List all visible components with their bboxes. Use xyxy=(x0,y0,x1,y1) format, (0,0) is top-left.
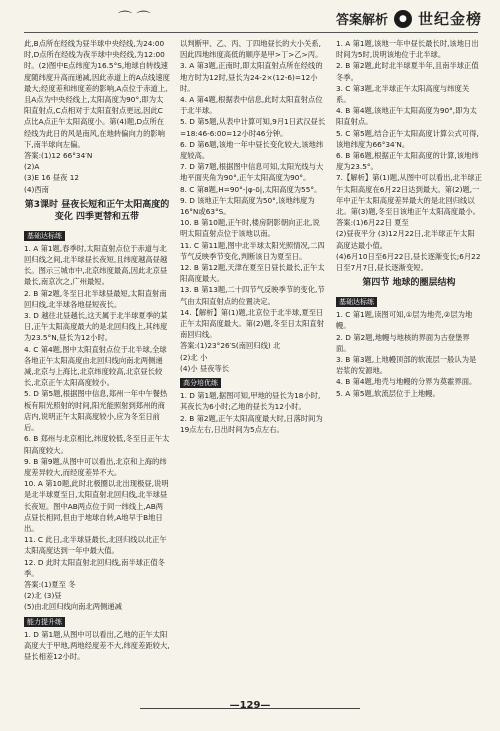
question-answer: 2. D 第2题,地幔与地核的界面为古登堡界面。 xyxy=(336,332,470,353)
question-answer: 3. B 第3题,上地幔顶部的软流层一般认为是岩浆的发源地。 xyxy=(336,355,477,376)
badge-icon: ● xyxy=(394,10,412,28)
header-rule xyxy=(24,32,478,33)
question-answer: 9. D 该地正午太阳高度为50°,该地纬度为16°N或63°S。 xyxy=(180,195,315,217)
question-answer: 3. C 第3题,北半球正午太阳高度与纬度关系。 xyxy=(336,83,470,105)
question-answer: 2. B 第2题,冬至日北半球昼最短,太阳直射南回归线,北半球各地昼短夜长。 xyxy=(24,288,167,309)
question-answer: 14.【解析】第(1)题,北京位于北半球,夏至日正午太阳高度最大。第(2)题,冬至日太阳直射南回归线。 xyxy=(180,307,324,340)
question-answer: 12. D 此时太阳直射北回归线,南半球正值冬季。 xyxy=(24,557,165,578)
question-answer: 6. D 第6题,该地一年中昼长变化较大,该地纬度较高。 xyxy=(180,139,324,161)
question-answer: 8. C 第8题,H=90°-|φ-δ|,太阳高度为55°。 xyxy=(180,184,322,194)
column-left xyxy=(24,38,170,662)
paragraph: 此,B点所在经线为昼半球中央经线,为24:00时,D点所在经线为夜半球中央经线,为12:00时。(2)图中E点纬度为16.5°S,地球自转线速度随纬度升高而递减,因此赤道上的A点线速度最大;经度差和纬度差的影响,A点位于赤道上,且A点为中央经线上,太阳高度为90°,即为太阳直射点,C点相对于太阳直射点更远,因此C点比A点正午太阳高度小。第(4)题,D点所在经线为此日的风是南风,在地转偏向力的影响下,南半球向左偏。 xyxy=(24,39,170,149)
question-answer: 7. D 第7题,根据图中信息可知,太阳光线与大地平面夹角为90°,正午太阳高度为90°。 xyxy=(180,162,324,183)
answer-line: 答案:(1)12 66°34′N xyxy=(24,151,93,161)
question-answer: 1. D 第1题,据图可知,甲地的昼长为18小时,其夜长为6小时;乙地的昼长为12小时。 xyxy=(180,391,321,412)
question-answer: 4. B 第4题,地壳与地幔的分界为莫霍界面。 xyxy=(336,377,477,387)
question-answer: 2. B 第2题,正午太阳高度最大时,日落时间为19点左右,日出时间为5点左右。 xyxy=(180,413,323,434)
question-answer: 7.【解析】第(1)题,从图中可以看出,北半球正午太阳高度在6月22日达到最大。第(2)题,一年中正午太阳高度差异最大的是北回归线以北。第(3)题,冬至日该地正午太阳高度最小。 xyxy=(336,173,482,217)
brand-logo xyxy=(336,8,482,29)
question-answer: 4. B 第4题,该地正午太阳高度为90°,即为太阳直射点。 xyxy=(336,106,477,127)
answer-line: (4)西南 xyxy=(24,184,49,194)
lesson-title: 第3课时 昼夜长短和正午太阳高度的变化 四季更替和五带 xyxy=(24,199,170,222)
question-answer: 1. A 第1题,该地一年中昼长最长时,该地日出时间为5时,说明该地位于北半球。 xyxy=(336,39,479,60)
section-tag: 高分培优练 xyxy=(180,378,221,388)
question-answer: 5. A 第5题,软流层位于上地幔。 xyxy=(336,388,440,398)
question-answer: 2. B 第2题,此时北半球夏半年,且南半球正值冬季。 xyxy=(336,61,479,82)
question-answer: 3. D 越往北昼越长,这天属于北半球夏季的某日,正午太阳高度最大的是北回归线上,其纬度为23.5°N,昼长为12小时。 xyxy=(24,311,168,343)
answer-line: 答案:(1)23°26′S(南回归线) 北 xyxy=(180,341,281,351)
question-answer: 1. A 第1题,春季时,太阳直射点位于赤道与北回归线之间,北半球昼长夜短,且纬度越高昼越长。图示三城市中,北京纬度最高,因此北京昼最长,南京次之,广州最短。 xyxy=(24,243,168,287)
question-answer: 4. A 第4题,根据表中信息,此时太阳直射点位于北半球。 xyxy=(180,95,323,116)
answer-line: (2)A xyxy=(24,162,40,172)
answer-line: (4)小 昼夜等长 xyxy=(180,363,230,373)
brand-name: 世纪金榜 xyxy=(417,10,482,28)
answer-line: (2)北 小 xyxy=(180,352,208,362)
question-answer: 11. C 此日,北半球昼最长,北回归线以北正午太阳高度达到一年中最大值。 xyxy=(24,535,167,556)
question-answer: 13. B 第13题,二十四节气反映季节的变化,节气由太阳直射点的位置决定。 xyxy=(180,285,325,306)
column-right xyxy=(336,38,482,399)
question-answer: 5. C 第5题,结合正午太阳高度计算公式可得,该地纬度为66°34′N。 xyxy=(336,128,479,149)
question-answer: 10. B 第10题,正午时,楼房阴影朝向正北,说明太阳直射点位于该地以南。 xyxy=(180,218,320,239)
question-answer: 3. A 第3题,正南时,即太阳直射点所在经线的地方时为12时,昼长为24-2×(12-6)=12小时。 xyxy=(180,61,323,93)
answer-line: 答案:(1)夏至 冬 xyxy=(24,579,76,589)
section-title: 第四节 地球的圈层结构 xyxy=(362,278,456,289)
question-answer: 6. B 郑州与北京相比,纬度较低,冬至日正午太阳高度较大。 xyxy=(24,434,170,455)
page-header xyxy=(0,0,500,40)
answer-line: (5)由北回归线向南北两侧递减 xyxy=(24,602,122,612)
question-answer: 5. D 第5题,根据图中信息,郑州一年中午餐热板有阳光照射的时间,阳光能照射到郑州的商店内,说明正午太阳高度较小,应为冬至日前后。 xyxy=(24,389,168,433)
page-number: —129— xyxy=(229,700,271,711)
paragraph: 以判断甲、乙、丙、丁四地昼长的大小关系,因此四地纬度高低的顺序是甲>丁>乙>丙。 xyxy=(180,39,323,60)
birds-icon: ⌒ ⌒ xyxy=(118,11,151,27)
section-tag: 基础达标练 xyxy=(24,231,65,241)
answer-line: (3)E 16 昼夜 12 xyxy=(24,173,80,183)
section-tag: 能力提升练 xyxy=(24,617,65,627)
question-answer: 4. C 第4题,图中太阳直射点位于北半球,全球各地正午太阳高度由北回归线向南北两侧递减,北京与上海比,北京纬度较高,北京昼长较长,北京正午太阳高度较小。 xyxy=(24,344,167,388)
question-answer: 5. D 第5题,从表中计算可知,9月1日武汉昼长=18:46-6:00=12小时46分钟。 xyxy=(180,117,326,138)
answer-line: (4)6月10日至6月22日,昼长逐渐变长;6月22日至7月7日,昼长逐渐变短。 xyxy=(336,251,481,273)
question-answer: 12. B 第12题,天津在夏至日昼长最长,正午太阳高度最大。 xyxy=(180,263,325,284)
question-answer: 9. B 第9题,从图中可以看出,北京和上海的纬度差异较大,而经度差异不大。 xyxy=(24,456,167,477)
answer-line: (2)昼夜平分 (3)12月22日,北半球正午太阳高度达最小值。 xyxy=(336,229,475,250)
answer-line: 答案:(1)6月22日 夏至 xyxy=(336,218,409,228)
question-answer: 1. D 第1题,从图中可以看出,乙地的正午太阳高度大于甲地,两地经度差不大,纬度差距较大,昼长相差12小时。 xyxy=(24,629,170,661)
question-answer: 1. C 第1题,读图可知,①层为地壳,②层为地幔。 xyxy=(336,310,473,331)
section-tag: 基础达标练 xyxy=(336,297,377,307)
column-middle xyxy=(180,38,326,435)
question-answer: 11. C 第11题,图中北半球太阳光照情况,二四节气反映季节变化,判断该日为夏至日。 xyxy=(180,240,325,261)
question-answer: 10. A 第10题,此时北极圈以北出现极昼,说明是北半球夏至日,太阳直射北回归线,北半球昼长夜短。图中AB两点位于同一纬线上,AB两点昼长相同,但由于地球自转,A地早于B地日出。 xyxy=(24,479,169,533)
answer-line: (2)北 (3)昼 xyxy=(24,591,62,601)
answer-label: 答案解析 xyxy=(335,13,388,28)
question-answer: 6. B 第6题,根据正午太阳高度的计算,该地纬度为23.5°。 xyxy=(336,151,479,172)
